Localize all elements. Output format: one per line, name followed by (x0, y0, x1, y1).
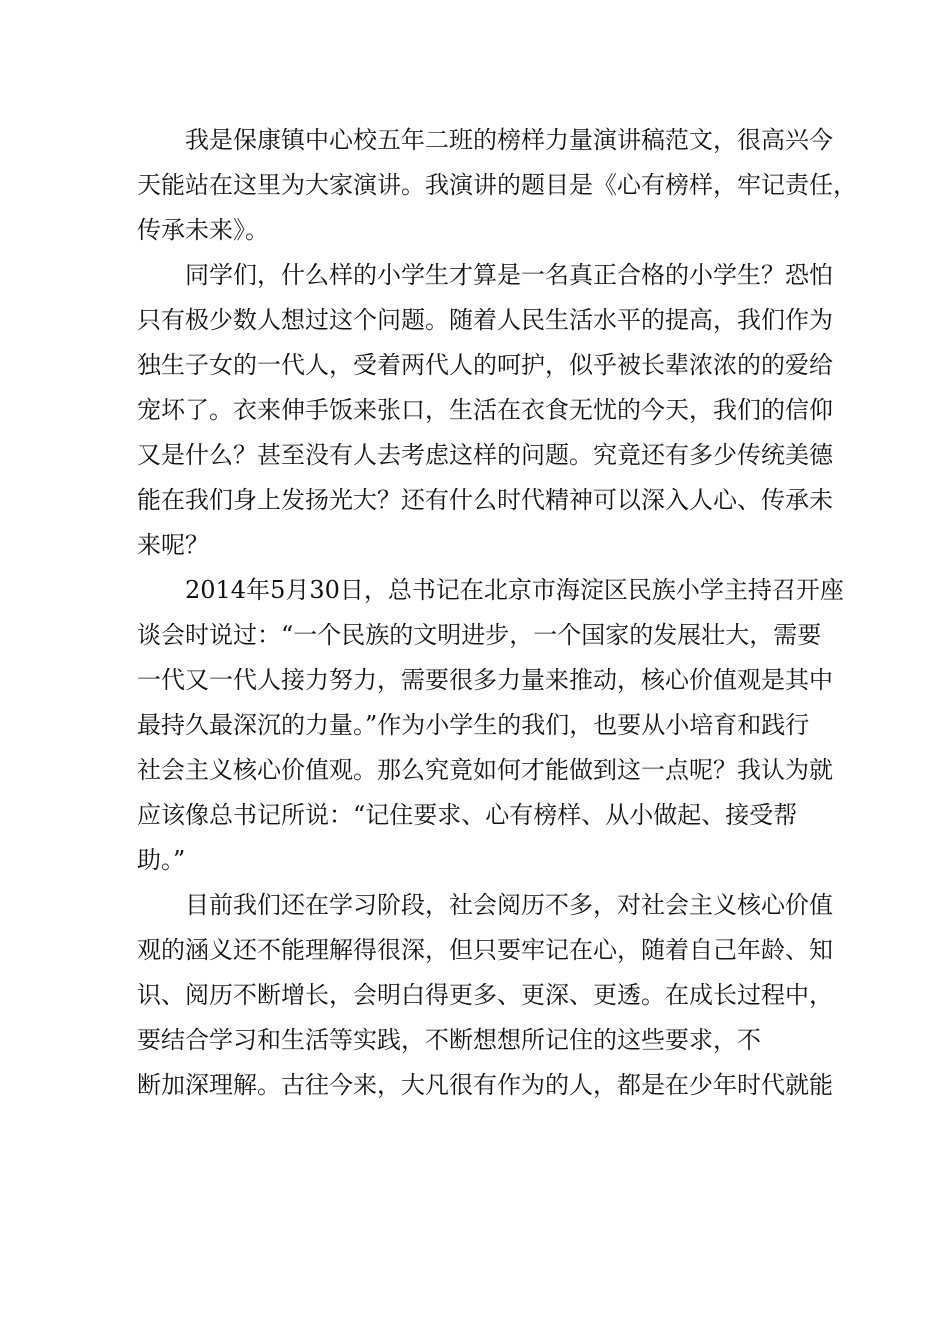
text-line: 我是保康镇中心校五年二班的榜样力量演讲稿范文，很高兴今 (185, 126, 833, 154)
text-line: 观的涵义还不能理解得很深，但只要牢记在心，随着自己年龄、知 (137, 936, 833, 964)
paragraph-intro (137, 118, 857, 253)
text-line: 社会主义核心价值观。那么究竟如何才能做到这一点呢？我认为就 (137, 756, 833, 784)
text-line: 一代又一代人接力努力，需要很多力量来推动，核心价值观是其中 (137, 666, 833, 694)
text-line: 天能站在这里为大家演讲。我演讲的题目是《心有榜样，牢记责任， (137, 171, 857, 199)
text-line: 宠坏了。衣来伸手饭来张口，生活在衣食无忧的今天，我们的信仰 (137, 396, 833, 424)
paragraph-quote (137, 568, 844, 883)
text-line: 来呢？ (137, 531, 209, 559)
text-line: 独生子女的一代人，受着两代人的呵护，似乎被长辈浓浓的的爱给 (137, 351, 833, 379)
text-line: 助。” (137, 846, 186, 874)
text-line: 最持久最深沉的力量。”作为小学生的我们，也要从小培育和践行 (137, 711, 810, 739)
text-line: 要结合学习和生活等实践，不断想想所记住的这些要求，不 (137, 1026, 761, 1054)
document-body (137, 118, 857, 1108)
text-line: 又是什么？甚至没有人去考虑这样的问题。究竟还有多少传统美德 (137, 441, 833, 469)
text-line: 识、阅历不断增长，会明白得更多、更深、更透。在成长过程中， (137, 981, 833, 1009)
text-line: 断加深理解。古往今来，大凡很有作为的人，都是在少年时代就能 (137, 1071, 833, 1099)
text-line: 目前我们还在学习阶段，社会阅历不多，对社会主义核心价值 (185, 891, 833, 919)
text-line: 能在我们身上发扬光大？还有什么时代精神可以深入人心、传承未 (137, 486, 833, 514)
text-line: 同学们，什么样的小学生才算是一名真正合格的小学生？恐怕 (185, 261, 833, 289)
text-line: 2014年5月30日，总书记在北京市海淀区民族小学主持召开座 (185, 576, 844, 604)
text-line: 应该像总书记所说：“记住要求、心有榜样、从小做起、接受帮 (137, 801, 798, 829)
paragraph-study (137, 883, 833, 1108)
text-line: 谈会时说过：“一个民族的文明进步，一个国家的发展壮大，需要 (137, 621, 822, 649)
text-line: 只有极少数人想过这个问题。随着人民生活水平的提高，我们作为 (137, 306, 833, 334)
text-line: 传承未来》。 (137, 216, 269, 244)
paragraph-question (137, 253, 833, 568)
